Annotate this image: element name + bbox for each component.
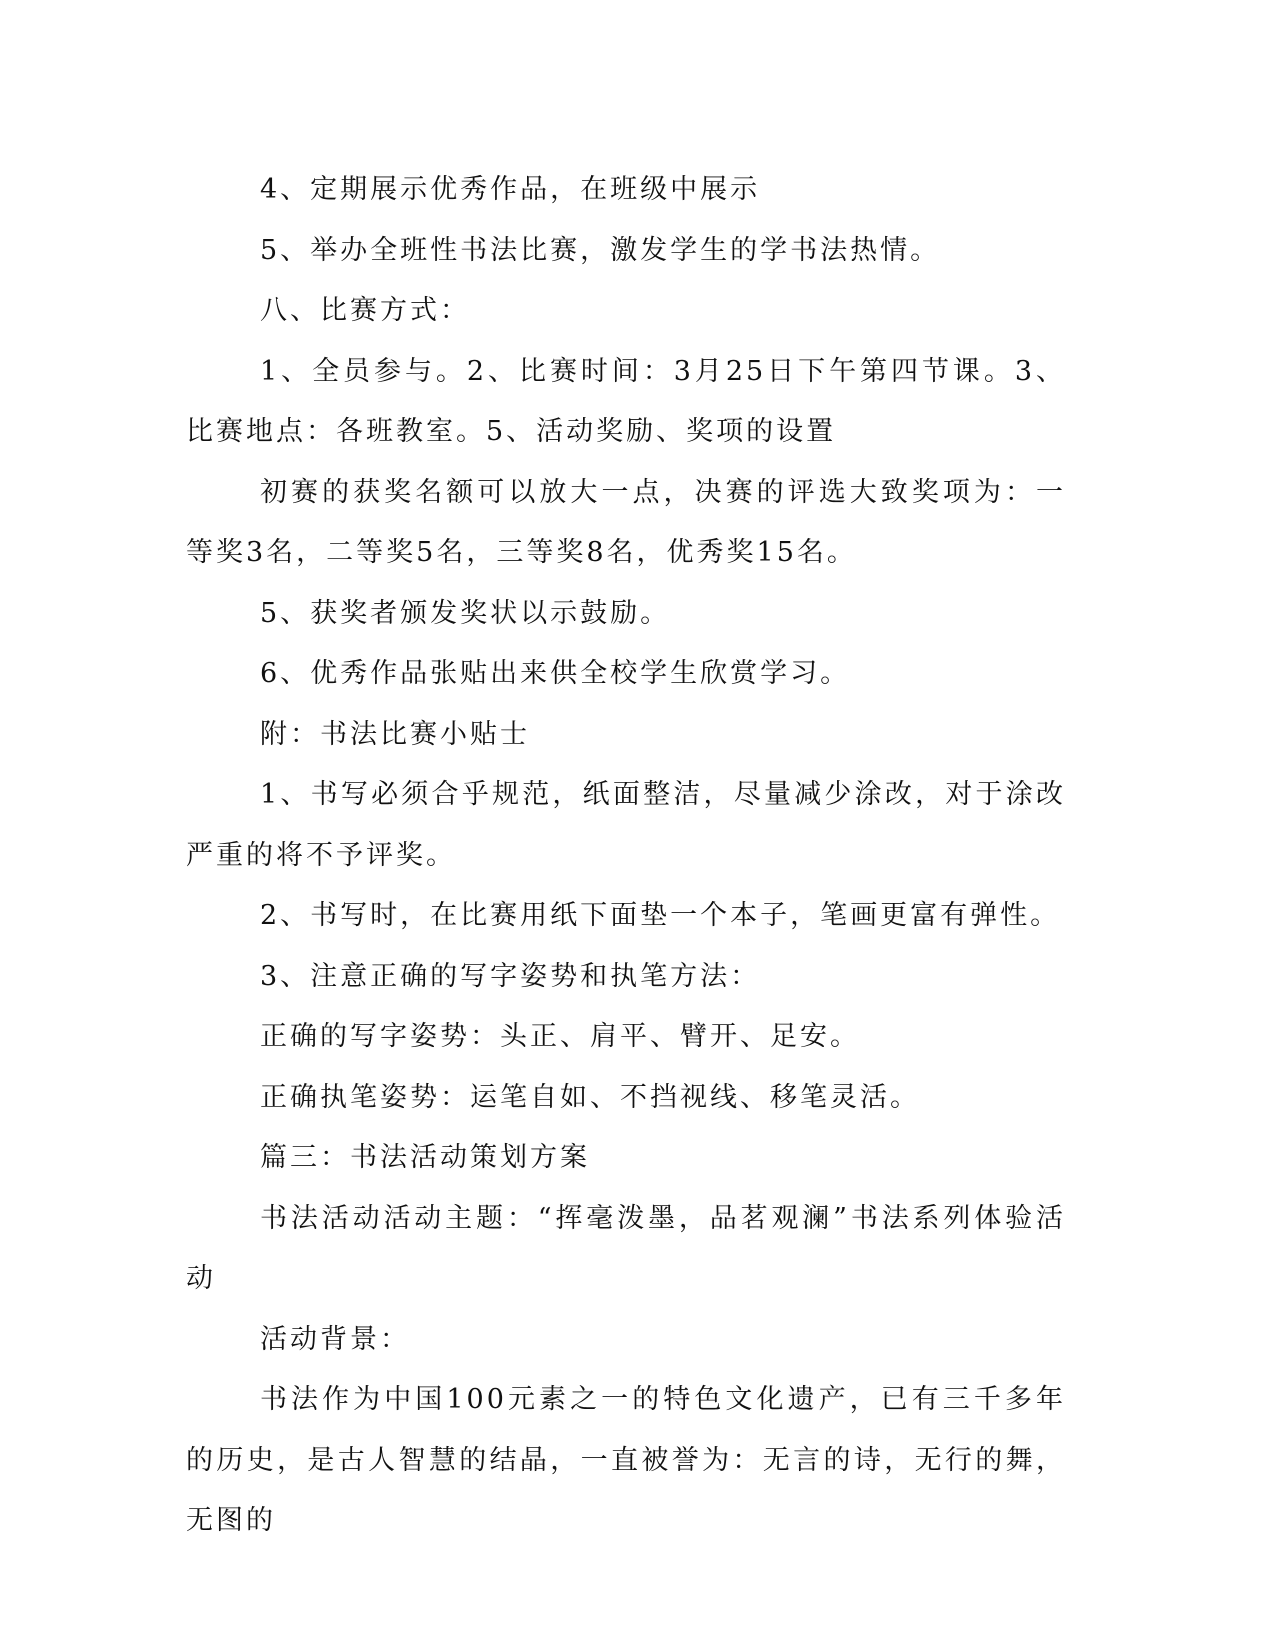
section-heading-contest-format: 八、比赛方式： [260, 295, 470, 326]
document-body [186, 160, 1066, 1552]
section-heading-part-three: 篇三：书法活动策划方案 [260, 1142, 590, 1173]
section-heading-background: 活动背景： [260, 1323, 410, 1355]
paragraph-certificates: 5、获奖者颁发奖状以示鼓励。 [260, 597, 671, 629]
paragraph-tip-neatness: 1、书写必须合乎规范，纸面整洁，尽量减少涂改，对于涂改严重的将不予评奖。 [186, 779, 1066, 871]
paragraph-award-quota: 初赛的获奖名额可以放大一点，决赛的评选大致奖项为：一等奖3名，二等奖5名，三等奖8名，优秀奖15名。 [186, 476, 1066, 568]
paragraph-contest-time-place: 1、全员参与。2、比赛时间：3月25日下午第四节课。3、比赛地点：各班教室。5、活动奖励、奖项的设置 [186, 355, 1066, 447]
paragraph-writing-posture: 正确的写字姿势：头正、肩平、臂开、足安。 [260, 1021, 860, 1052]
paragraph-display-works: 4、定期展示优秀作品，在班级中展示 [260, 174, 761, 205]
section-heading-tips: 附：书法比赛小贴士 [260, 718, 530, 750]
paragraph-posting-works: 6、优秀作品张贴出来供全校学生欣赏学习。 [260, 658, 851, 689]
paragraph-class-contest: 5、举办全班性书法比赛，激发学生的学书法热情。 [260, 234, 941, 266]
paragraph-background-text: 书法作为中国100元素之一的特色文化遗产，已有三千多年的历史，是古人智慧的结晶，一直被誉为：无言的诗，无行的舞，无图的 [186, 1384, 1066, 1536]
paragraph-tip-pad: 2、书写时，在比赛用纸下面垫一个本子，笔画更富有弹性。 [260, 900, 1061, 931]
paragraph-activity-theme: 书法活动活动主题：“挥毫泼墨，品茗观澜”书法系列体验活动 [186, 1202, 1066, 1294]
paragraph-pen-grip: 正确执笔姿势：运笔自如、不挡视线、移笔灵活。 [260, 1081, 920, 1113]
paragraph-tip-posture: 3、注意正确的写字姿势和执笔方法： [260, 960, 761, 992]
